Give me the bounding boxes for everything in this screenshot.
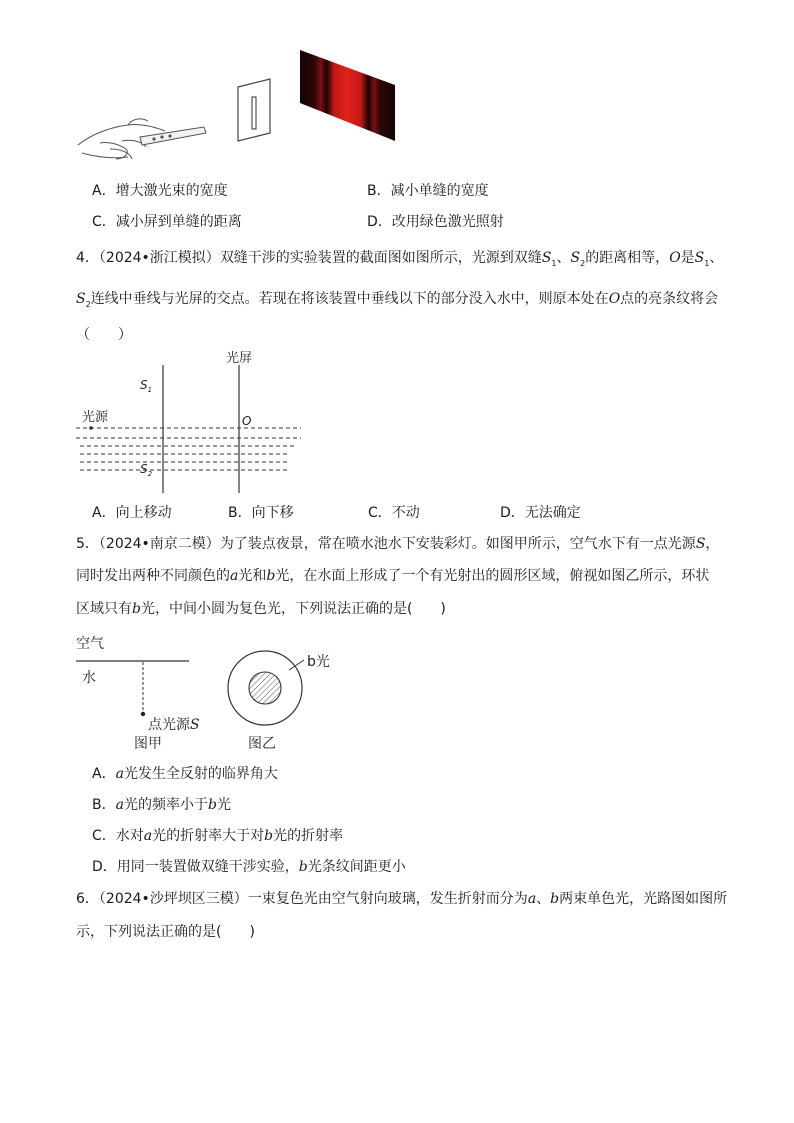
q6-number: 6．: [76, 891, 99, 907]
q4-stem-line1: 4．（2024•浙江模拟）双缝干涉的实验装置的截面图如图所示，光源到双缝$S_1$、$S_2$的距离相等，O是$S_1$、: [76, 250, 724, 268]
caption-jia: 图甲: [134, 736, 162, 752]
q5-option-c: C．水对a光的折射率大于对b光的折射率: [92, 828, 344, 844]
point-source-dot: [141, 712, 145, 716]
inner-composite-circle: [249, 672, 281, 704]
single-slit-plate: [238, 79, 270, 141]
q4-option-b: B．向下移: [228, 505, 294, 521]
water-label: 水: [82, 670, 96, 686]
q6-stem-line1: 6．（2024•沙坪坝区三模）一束复色光由空气射向玻璃，发生折射而分为a、b两束单色光，光路图如图所: [76, 891, 728, 907]
q4-number: 4．: [76, 250, 99, 266]
q4-stem-line2: $S_2$连线中垂线与光屏的交点。若现在将该装置中垂线以下的部分没入水中，则原本处在O点的亮条纹将会: [76, 291, 719, 309]
laser-slit-diffraction-figure: [70, 45, 410, 170]
q4-option-d: D．无法确定: [500, 505, 581, 521]
q6-stem-line2: 示，下列说法正确的是( ): [76, 924, 255, 940]
double-slit-figure: [76, 345, 306, 495]
q3-option-d: D．改用绿色激光照射: [367, 214, 504, 230]
q5-stem-line2: 同时发出两种不同颜色的a光和b光，在水面上形成了一个有光射出的圆形区域，俯视如图乙所示，环状: [76, 568, 710, 584]
q5-source: （2024•南京二模）: [98, 536, 220, 552]
point-source-label: 点光源S: [148, 717, 200, 733]
q3-option-b: B．减小单缝的宽度: [367, 183, 489, 199]
q5-stem-line1: 5．（2024•南京二模）为了装点夜景，常在喷水池水下安装彩灯。如图甲所示，空气水下有一点光源S，: [76, 536, 720, 552]
q4-source: （2024•浙江模拟）: [98, 250, 220, 266]
q4-option-c: C．不动: [368, 505, 420, 521]
underwater-light-figure: [76, 630, 346, 755]
q5-option-b: B．a光的频率小于b光: [92, 797, 231, 813]
q6-source: （2024•沙坪坝区三模）: [98, 891, 248, 907]
slit-s2-label: $S_2$: [140, 462, 153, 478]
b-light-label: b光: [307, 654, 330, 670]
q5-option-a: A．a光发生全反射的临界角大: [92, 766, 278, 782]
air-label: 空气: [76, 636, 104, 652]
q4-option-a: A．向上移动: [92, 505, 172, 521]
q5-number: 5．: [76, 536, 99, 552]
slit-s1-label: $S_1$: [140, 378, 153, 394]
laser-pointer: [140, 127, 206, 145]
q5-stem-line3: 区域只有b光，中间小圆为复色光，下列说法正确的是( ): [76, 601, 446, 617]
q3-option-c: C．减小屏到单缝的距离: [92, 214, 242, 230]
light-source-label: 光源: [82, 410, 109, 425]
q4-answer-blank: （ ）: [76, 327, 132, 343]
screen-label: 光屏: [226, 351, 253, 366]
q5-option-d: D．用同一装置做双缝干涉实验，b光条纹间距更小: [92, 859, 406, 875]
caption-yi: 图乙: [248, 736, 276, 752]
diffraction-fringe-screen: [300, 50, 395, 141]
point-o-label: O: [242, 414, 252, 428]
q3-option-a: A．增大激光束的宽度: [92, 183, 228, 199]
